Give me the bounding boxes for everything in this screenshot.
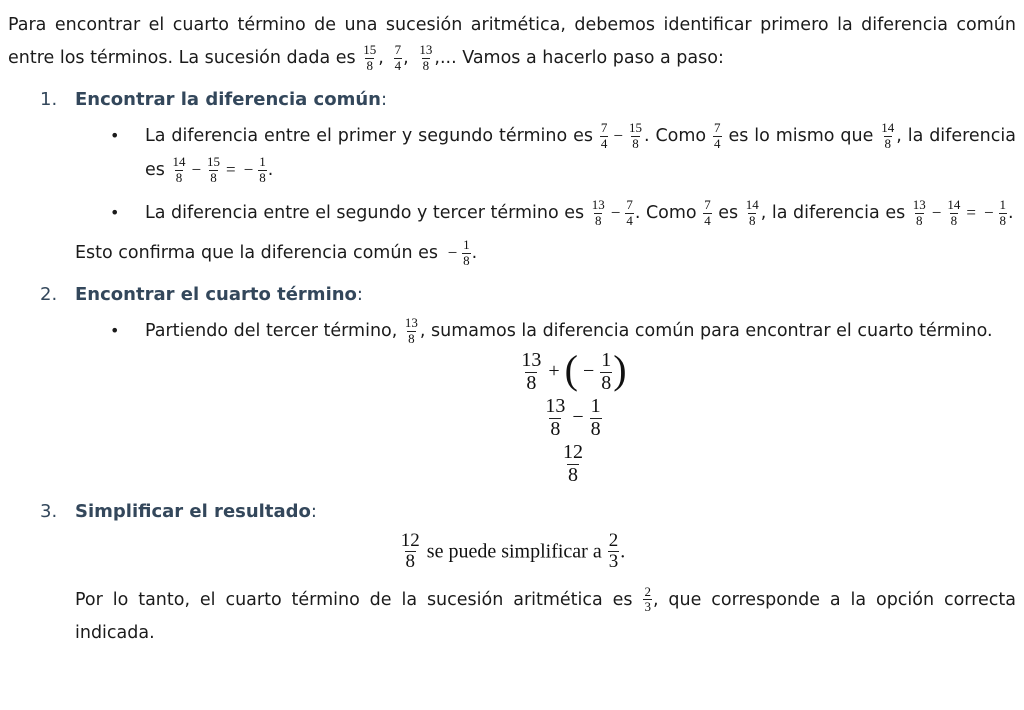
fraction-denominator: 8 xyxy=(594,212,602,228)
text-run: . xyxy=(1008,203,1014,223)
fraction xyxy=(946,198,961,227)
text-run: . xyxy=(267,160,274,180)
fraction-numerator: 1 xyxy=(590,395,601,418)
heading-colon: : xyxy=(380,89,388,110)
heading-number: 3. xyxy=(40,500,58,522)
fraction-numerator: 2 xyxy=(608,529,619,551)
fraction-numerator: 12 xyxy=(563,441,583,464)
math-operator: − xyxy=(583,359,595,382)
fraction-numerator: 14 xyxy=(745,197,759,213)
fraction xyxy=(206,155,221,184)
fraction-denominator: 8 xyxy=(210,169,217,185)
fraction-denominator: 4 xyxy=(626,212,633,228)
text-run: , xyxy=(378,48,393,68)
fraction-numerator: 15 xyxy=(629,120,642,136)
fraction xyxy=(591,198,606,227)
equation-line xyxy=(138,347,1008,394)
math-operator: − xyxy=(613,126,623,145)
bullet-content xyxy=(145,119,1016,187)
fraction xyxy=(394,43,403,72)
intro-paragraph xyxy=(8,9,1016,75)
heading-number: 1. xyxy=(40,89,58,110)
fraction-denominator: 4 xyxy=(394,57,402,73)
fraction-denominator: 3 xyxy=(608,551,619,573)
math-operator: − xyxy=(931,203,942,222)
math-operator: = xyxy=(226,160,236,179)
fraction xyxy=(713,121,722,150)
fraction-denominator: 8 xyxy=(259,169,266,185)
fraction-numerator: 13 xyxy=(404,315,418,331)
math-parenthesis: ( xyxy=(564,347,578,393)
fraction-denominator: 8 xyxy=(916,212,923,228)
fraction xyxy=(608,531,620,573)
fraction-numerator: 13 xyxy=(591,197,605,213)
fraction-numerator: 13 xyxy=(545,395,566,418)
fraction-numerator: 2 xyxy=(644,584,651,600)
equation-line xyxy=(138,396,1008,440)
fraction xyxy=(562,442,584,486)
text-run: Por lo tanto, el cuarto término de la sucesión aritmética es xyxy=(75,589,643,610)
fraction xyxy=(362,43,377,72)
fraction xyxy=(703,198,712,227)
text-run: La diferencia entre el segundo y tercer término es xyxy=(145,203,590,223)
text-run: Partiendo del tercer término, xyxy=(145,321,403,341)
text-run: , la diferencia es xyxy=(145,126,1016,180)
fraction-numerator: 1 xyxy=(463,237,470,253)
fraction-numerator: 13 xyxy=(521,349,542,371)
text-run: . xyxy=(471,243,478,263)
step-2-bullet-1 xyxy=(110,314,1016,348)
math-operator: − xyxy=(447,243,458,262)
fraction xyxy=(400,531,421,573)
math-operator: − xyxy=(243,160,254,179)
bullet-content xyxy=(145,196,1016,230)
bullet-icon: • xyxy=(110,203,120,222)
fraction xyxy=(628,121,643,150)
text-run: es xyxy=(712,203,744,223)
fraction-denominator: 4 xyxy=(704,212,711,228)
fraction-denominator: 8 xyxy=(463,252,470,268)
text-run: Para encontrar el cuarto término de una sucesión aritmética, debemos identificar primero la diferencia común entre los términos. La sucesión dada es xyxy=(8,15,1016,68)
fraction-denominator: 8 xyxy=(175,169,183,185)
text-run: . Como xyxy=(634,203,703,223)
fraction xyxy=(643,585,652,614)
fraction-numerator: 7 xyxy=(626,197,633,213)
heading-label: Simplificar el resultado xyxy=(75,500,311,522)
fraction xyxy=(544,396,566,440)
equation-line xyxy=(138,442,1008,486)
fraction xyxy=(600,121,609,150)
fraction-denominator: 8 xyxy=(422,57,430,73)
fraction xyxy=(258,155,267,184)
fraction-numerator: 1 xyxy=(259,154,266,170)
fraction-numerator: 14 xyxy=(947,197,961,213)
step-3-heading xyxy=(40,501,1016,522)
fraction-numerator: 15 xyxy=(363,42,377,58)
fraction-denominator: 8 xyxy=(405,551,416,573)
math-operator: = xyxy=(966,203,976,222)
fraction xyxy=(880,121,895,150)
fraction-denominator: 8 xyxy=(526,371,537,394)
text-run: Esto confirma que la diferencia común es xyxy=(75,243,444,263)
text-run: , sumamos la diferencia común para encontrar el cuarto término. xyxy=(419,321,993,341)
math-text: . xyxy=(620,540,626,563)
heading-colon: : xyxy=(310,500,317,522)
bullet-icon: • xyxy=(110,321,120,340)
fraction xyxy=(600,350,612,394)
fraction-numerator: 13 xyxy=(912,197,926,213)
fraction xyxy=(418,43,433,72)
step-2-heading xyxy=(40,284,1016,305)
fraction xyxy=(462,238,471,267)
fraction-numerator: 7 xyxy=(704,197,711,213)
fraction xyxy=(912,198,927,227)
bullet-icon: • xyxy=(110,126,120,145)
heading-label: Encontrar la diferencia común xyxy=(75,89,381,110)
step-1-bullet-2 xyxy=(110,196,1016,230)
math-parenthesis: ) xyxy=(613,347,627,393)
fourth-term-equations xyxy=(138,347,1008,487)
fraction-denominator: 8 xyxy=(590,417,601,440)
math-text: se puede simplificar a xyxy=(421,540,607,563)
fraction-denominator: 4 xyxy=(600,135,608,151)
fraction-numerator: 7 xyxy=(600,120,608,136)
fraction xyxy=(590,396,602,440)
fraction-numerator: 15 xyxy=(207,154,221,170)
text-run: . Como xyxy=(644,126,713,146)
math-operator: − xyxy=(610,203,621,222)
fraction-denominator: 3 xyxy=(644,599,651,615)
heading-colon: : xyxy=(356,284,363,305)
simplification-equation xyxy=(8,531,1016,573)
fraction-numerator: 12 xyxy=(400,529,420,551)
text-run: , que corresponde a la opción correcta indicada. xyxy=(75,589,1016,643)
step-1-bullet-1 xyxy=(110,119,1016,187)
text-run: ,... Vamos a hacerlo paso a paso: xyxy=(434,48,724,68)
fraction-numerator: 7 xyxy=(714,120,721,136)
fraction xyxy=(520,350,542,394)
fraction-numerator: 14 xyxy=(172,154,186,170)
fraction xyxy=(171,155,186,184)
step-1-heading xyxy=(40,89,1016,110)
heading-label: Encontrar el cuarto término xyxy=(75,284,357,305)
fraction-denominator: 8 xyxy=(366,57,373,73)
fraction-numerator: 7 xyxy=(394,42,402,58)
bullet-content xyxy=(145,314,1016,348)
fraction-numerator: 14 xyxy=(881,120,895,136)
text-run: , xyxy=(403,48,418,68)
fraction xyxy=(404,316,419,345)
common-difference-confirmation xyxy=(75,236,1016,270)
fraction-denominator: 8 xyxy=(748,212,756,228)
heading-number: 2. xyxy=(40,284,58,305)
math-operator: − xyxy=(572,405,584,428)
math-operator: + xyxy=(548,359,560,382)
text-run: es lo mismo que xyxy=(722,126,880,146)
math-operator: − xyxy=(983,203,994,222)
fraction xyxy=(999,198,1008,227)
fraction-numerator: 1 xyxy=(601,349,612,371)
fraction-denominator: 8 xyxy=(950,212,958,228)
fraction-denominator: 8 xyxy=(550,417,561,440)
fraction-numerator: 1 xyxy=(999,197,1007,213)
fraction xyxy=(625,198,634,227)
text-run: , la diferencia es xyxy=(760,203,911,223)
text-run: La diferencia entre el primer y segundo término es xyxy=(145,126,599,146)
fraction-numerator: 13 xyxy=(419,42,433,58)
math-operator: − xyxy=(191,160,202,179)
fraction-denominator: 8 xyxy=(568,463,578,486)
conclusion-paragraph xyxy=(75,584,1016,650)
fraction xyxy=(745,198,760,227)
fraction-denominator: 8 xyxy=(999,212,1007,228)
fraction-denominator: 8 xyxy=(601,371,612,394)
fraction-denominator: 4 xyxy=(714,135,721,151)
fraction-denominator: 8 xyxy=(884,135,891,151)
fraction-denominator: 8 xyxy=(632,135,639,151)
fraction-denominator: 8 xyxy=(408,330,415,346)
